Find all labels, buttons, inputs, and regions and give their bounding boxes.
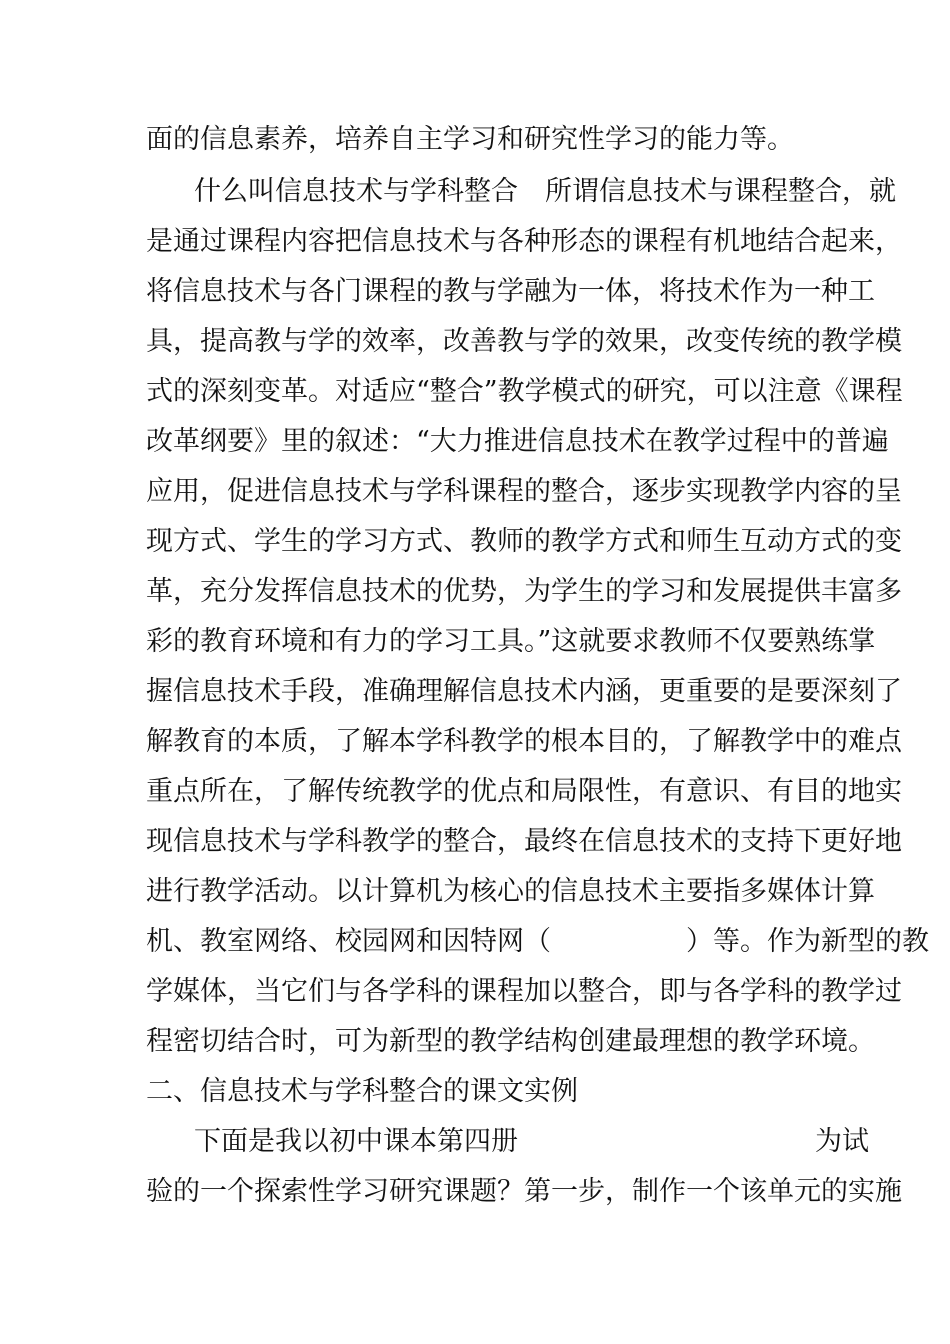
text-line-15: 现信息技术与学科教学的整合，最终在信息技术的支持下更好地 <box>146 826 902 857</box>
text-line-12: 握信息技术手段，准确理解信息技术内涵，更重要的是要深刻了 <box>146 676 902 707</box>
text-line-2: 什么叫信息技术与学科整合 所谓信息技术与课程整合，就 <box>194 176 896 207</box>
text-line-1: 面的信息素养，培养自主学习和研究性学习的能力等。 <box>146 124 794 155</box>
text-line-17: 机、教室网络、校园网和因特网（ ）等。作为新型的教 <box>146 926 929 957</box>
text-line-4: 将信息技术与各门课程的教与学融为一体，将技术作为一种工 <box>146 276 875 307</box>
text-line-9: 现方式、学生的学习方式、教师的教学方式和师生互动方式的变 <box>146 526 902 557</box>
text-line-21: 下面是我以初中课本第四册 为试 <box>194 1126 869 1157</box>
text-line-6: 式的深刻变革。对适应“整合”教学模式的研究，可以注意《课程 <box>146 376 903 407</box>
section-heading: 二、信息技术与学科整合的课文实例 <box>146 1076 578 1107</box>
text-line-8: 应用，促进信息技术与学科课程的整合，逐步实现教学内容的呈 <box>146 476 902 507</box>
text-line-14: 重点所在，了解传统教学的优点和局限性，有意识、有目的地实 <box>146 776 902 807</box>
text-line-7: 改革纲要》里的叙述：“大力推进信息技术在教学过程中的普遍 <box>146 426 889 457</box>
text-line-13: 解教育的本质，了解本学科教学的根本目的，了解教学中的难点 <box>146 726 902 757</box>
text-line-10: 革，充分发挥信息技术的优势，为学生的学习和发展提供丰富多 <box>146 576 902 607</box>
text-line-11: 彩的教育环境和有力的学习工具。”这就要求教师不仅要熟练掌 <box>146 626 876 657</box>
text-line-18: 学媒体，当它们与各学科的课程加以整合，即与各学科的教学过 <box>146 976 902 1007</box>
text-line-22: 验的一个探索性学习研究课题？第一步，制作一个该单元的实施 <box>146 1176 902 1207</box>
text-line-19: 程密切结合时，可为新型的教学结构创建最理想的教学环境。 <box>146 1026 875 1057</box>
text-line-5: 具，提高教与学的效率，改善教与学的效果，改变传统的教学模 <box>146 326 902 357</box>
text-line-3: 是通过课程内容把信息技术与各种形态的课程有机地结合起来， <box>146 226 902 257</box>
text-line-16: 进行教学活动。以计算机为核心的信息技术主要指多媒体计算 <box>146 876 875 907</box>
